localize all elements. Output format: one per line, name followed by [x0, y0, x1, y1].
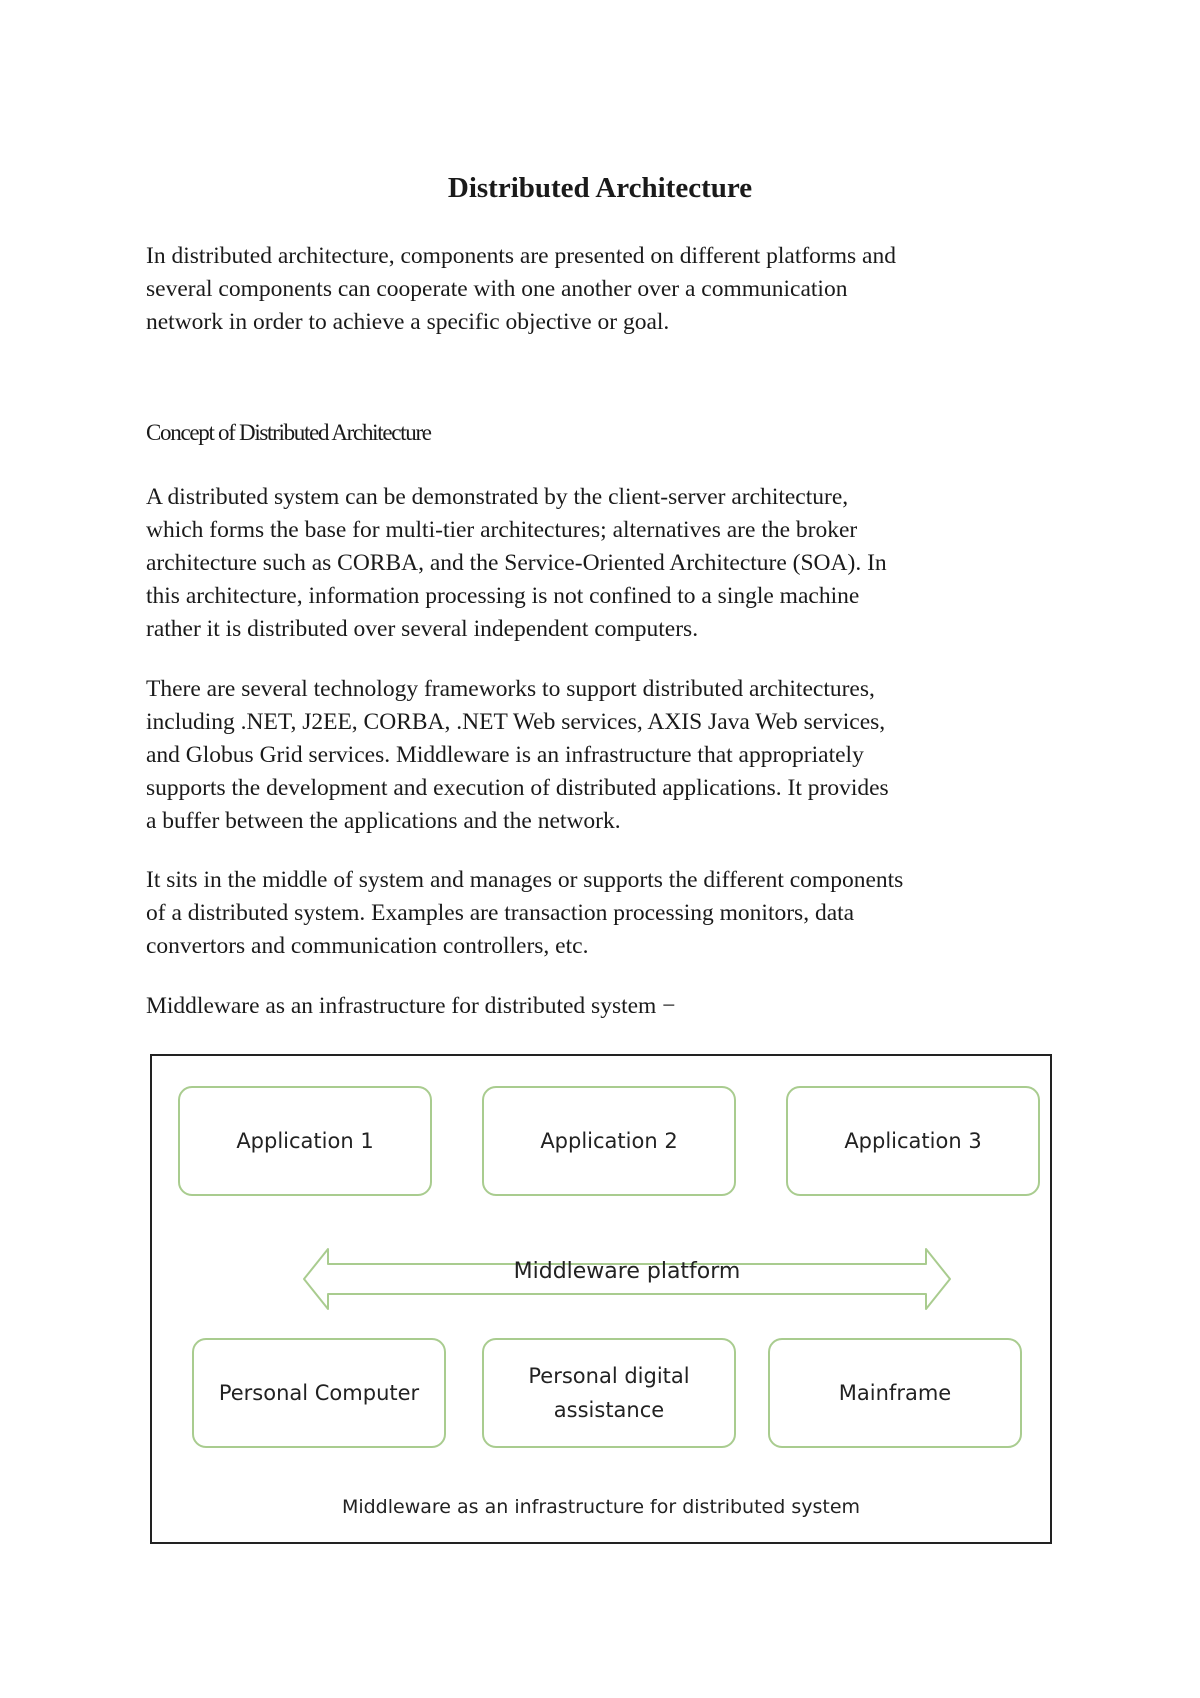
section-subheading: Concept of Distributed Architecture	[146, 420, 431, 445]
figure-caption: Middleware as an infrastructure for distributed system	[341, 1496, 861, 1518]
text-line: a buffer between the applications and the network.	[146, 808, 621, 834]
text-line: Middleware as an infrastructure for distributed system −	[146, 993, 676, 1019]
diagram-intro-line	[146, 990, 1076, 1023]
box-label: Application 2	[540, 1129, 678, 1153]
text-line: network in order to achieve a specific objective or goal.	[146, 309, 670, 335]
pda-box	[482, 1338, 736, 1448]
application-3-box	[786, 1086, 1040, 1196]
middleware-role-paragraph	[146, 864, 1076, 963]
text-line: convertors and communication controllers, etc.	[146, 933, 589, 959]
text-line: this architecture, information processing is not confined to a single machine	[146, 583, 860, 609]
box-label: Mainframe	[838, 1381, 952, 1405]
personal-computer-box	[192, 1338, 446, 1448]
box-label: Personal digital	[528, 1364, 690, 1388]
intro-paragraph	[146, 240, 1076, 339]
text-line: including .NET, J2EE, CORBA, .NET Web services, AXIS Java Web services,	[146, 709, 886, 735]
box-label: Application 1	[236, 1129, 374, 1153]
box-label: Application 3	[844, 1129, 982, 1153]
text-line: supports the development and execution of distributed applications. It provides	[146, 775, 889, 801]
middleware-platform-label: Middleware platform	[513, 1259, 741, 1284]
text-line: rather it is distributed over several independent computers.	[146, 616, 699, 642]
mainframe-box	[768, 1338, 1022, 1448]
text-line: which forms the base for multi-tier architectures; alternatives are the broker	[146, 517, 858, 543]
text-line: several components can cooperate with one another over a communication	[146, 276, 848, 302]
text-line: It sits in the middle of system and manages or supports the different components	[146, 867, 904, 893]
frameworks-paragraph	[146, 673, 1076, 838]
text-line: In distributed architecture, components are presented on different platforms and	[146, 243, 896, 269]
text-line: and Globus Grid services. Middleware is an infrastructure that appropriately	[146, 742, 864, 768]
page-title: Distributed Architecture	[447, 172, 753, 204]
text-line: of a distributed system. Examples are transaction processing monitors, data	[146, 900, 855, 926]
box-label: Personal Computer	[218, 1381, 420, 1405]
application-2-box	[482, 1086, 736, 1196]
middleware-diagram	[150, 1054, 1052, 1544]
text-line: architecture such as CORBA, and the Service-Oriented Architecture (SOA). In	[146, 550, 887, 576]
text-line: There are several technology frameworks to support distributed architectures,	[146, 676, 875, 702]
text-line: A distributed system can be demonstrated by the client-server architecture,	[146, 484, 849, 510]
client-server-paragraph	[146, 481, 1076, 646]
box-label: assistance	[553, 1398, 665, 1422]
application-1-box	[178, 1086, 432, 1196]
